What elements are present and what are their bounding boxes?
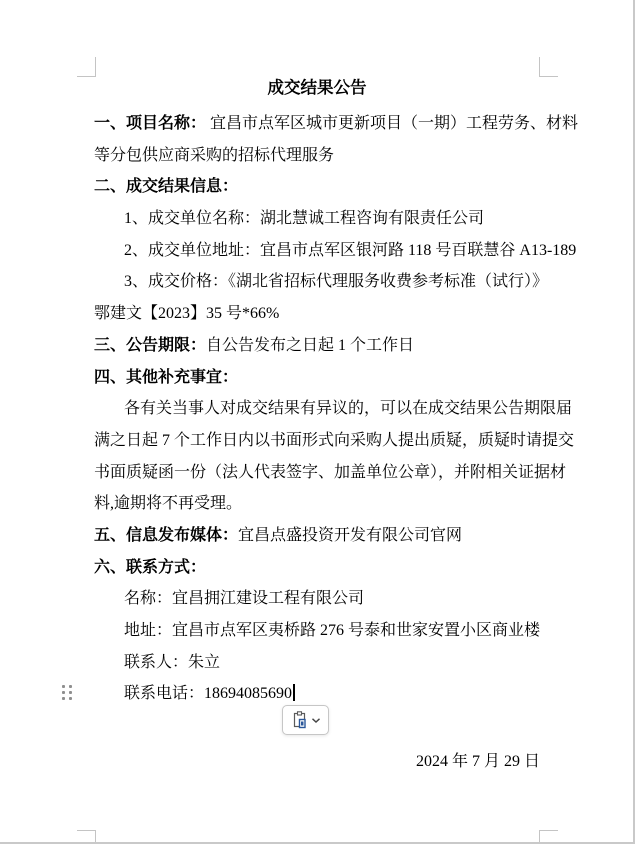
paragraph-drag-handle-icon[interactable] [62, 685, 72, 700]
doc-title: 成交结果公告 [267, 78, 367, 97]
line-text: 3、成交价格：《湖北省招标代理服务收费参考标准（试行）》 [124, 273, 549, 291]
text-insertion-cursor [293, 684, 295, 701]
line-text: 宜昌点盛投资开发有限公司官网 [238, 526, 463, 544]
doc-date: 2024 年 7 月 29 日 [415, 753, 540, 771]
doc-line [94, 457, 567, 489]
doc-line [94, 203, 540, 235]
doc-line [94, 362, 540, 394]
doc-line [94, 488, 540, 520]
section-label: 三、公告期限： [94, 336, 207, 354]
doc-line [94, 583, 540, 615]
line-text: 地址：宜昌市点军区夷桥路 276 号泰和世家安置小区商业楼 [124, 622, 541, 639]
doc-line [94, 298, 540, 330]
doc-line [94, 108, 579, 140]
section-label: 二、成交结果信息： [94, 178, 239, 196]
paste-options-button[interactable] [282, 705, 329, 735]
line-text: 1、成交单位名称：湖北慧诚工程咨询有限责任公司 [124, 210, 485, 228]
doc-line [94, 615, 540, 647]
section-label: 一、项目名称： [94, 115, 207, 132]
doc-line [94, 552, 540, 584]
line-text: 各有关当事人对成交结果有异议的，可以在成交结果公告期限届 [124, 400, 573, 418]
doc-line [94, 266, 549, 298]
clipboard-paste-icon [292, 711, 308, 729]
line-text: 鄂建文【2023】35 号*66% [94, 305, 280, 323]
section-label: 六、联系方式： [94, 558, 207, 576]
section-label: 五、信息发布媒体： [94, 526, 239, 544]
line-text: 料,逾期将不再受理。 [94, 495, 243, 513]
line-text: 2、成交单位地址：宜昌市点军区银河路 118 号百联慧谷 A13-189 [124, 241, 577, 259]
chevron-down-icon [312, 718, 320, 723]
line-text: 等分包供应商采购的招标代理服务 [94, 146, 335, 164]
doc-line [94, 425, 575, 457]
doc-line [94, 235, 577, 267]
doc-line [94, 171, 540, 203]
margin-crop-mark-top-right [539, 57, 558, 77]
doc-line [94, 647, 540, 679]
line-text: 联系电话：18694085690 [124, 685, 293, 703]
line-text: 满之日起 7 个工作日内以书面形式向采购人提出质疑，质疑时请提交 [94, 431, 575, 449]
line-text: 联系人：朱立 [124, 653, 221, 671]
document-body[interactable] [94, 72, 579, 778]
line-text: 书面质疑函一份（法人代表签字、加盖单位公章），并附相关证据材 [94, 463, 567, 481]
doc-line [94, 520, 540, 552]
line-text: 宜昌市点军区城市更新项目（一期）工程劳务、材料 [206, 115, 579, 132]
line-text: 自公告发布之日起 1 个工作日 [206, 336, 415, 354]
line-text: 名称：宜昌拥江建设工程有限公司 [124, 590, 365, 608]
doc-line [94, 393, 573, 425]
doc-line [94, 330, 540, 362]
section-label: 四、其他补充事宜： [94, 368, 239, 386]
doc-line [94, 140, 540, 172]
